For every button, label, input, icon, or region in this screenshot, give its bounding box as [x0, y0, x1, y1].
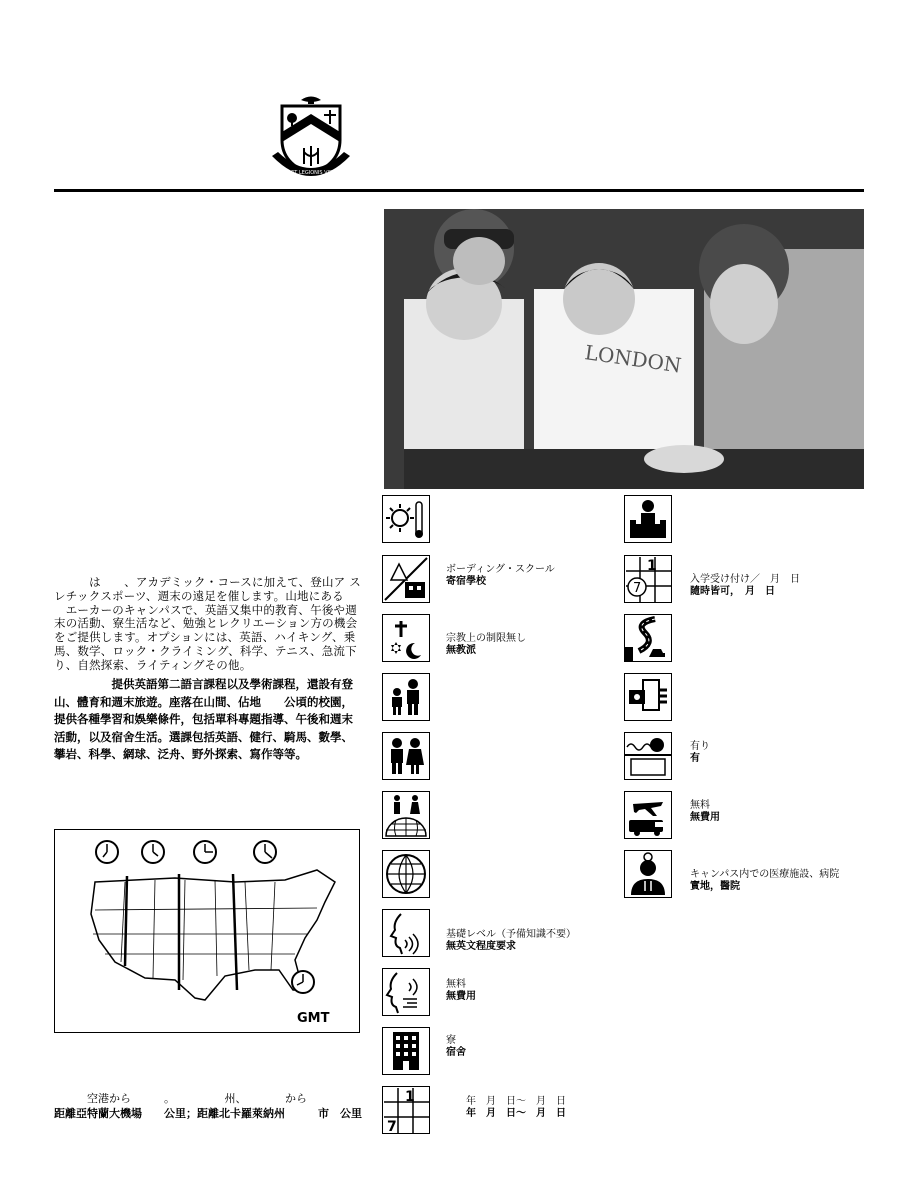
international-students-icon	[382, 791, 430, 839]
calendar-zh: 年 月 日～ 月 日	[446, 1108, 566, 1119]
crest-motto: LUX ET LEGIONIS VIRTUS	[279, 170, 343, 176]
computer-icon	[624, 673, 672, 721]
svg-text:7: 7	[633, 581, 642, 596]
gmt-label: GMT	[297, 1011, 330, 1026]
airport-pickup-zh: 無費用	[690, 812, 720, 823]
admission-zh: 隨時皆可， 月 日	[690, 586, 775, 597]
description-chinese: 提供英語第二語言課程以及學術課程，還設有登山、體育和週末旅遊。座落在山間、佔地 公頃的校園，提供各種學習和娛樂條件，包括單科專題指導、午後和週末活動，以及宿舍生活。選課包括英語、健行、騎馬、數學、攀岩、科學、網球、泛舟、野外探索、寫作等等。	[54, 677, 353, 761]
climate-icon	[382, 495, 430, 543]
svg-text:LONDON: LONDON	[583, 340, 683, 378]
esl-fee-zh: 無費用	[446, 991, 476, 1002]
religion-icon	[382, 614, 430, 662]
email-zh: 有	[690, 753, 700, 764]
admission-calendar-icon	[624, 555, 672, 603]
school-crest-logo	[268, 92, 354, 184]
english-level-icon	[382, 909, 430, 957]
medical-jp: キャンパス内での医療施設、病院	[690, 869, 840, 880]
header-rule	[54, 189, 864, 192]
enrollment-icon	[624, 495, 672, 543]
boarding-school-zh: 寄宿學校	[446, 576, 486, 587]
transportation-icon	[624, 614, 672, 662]
distance-japanese: 空港から 。 州、 から	[54, 1092, 307, 1105]
coed-icon	[382, 732, 430, 780]
students-photo	[384, 209, 864, 489]
esl-fee-jp: 無料	[446, 979, 466, 990]
boarding-school-jp: ボーディング・スクール	[446, 564, 555, 575]
distance-chinese: 距離亞特蘭大機場 公里；距離北卡羅萊納州 市 公里	[54, 1107, 362, 1120]
esl-fee-icon	[382, 968, 430, 1016]
medical-zh: 實地，醫院	[690, 881, 740, 892]
housing-icon	[382, 1027, 430, 1075]
globe-icon	[382, 850, 430, 898]
svg-text:1: 1	[647, 558, 657, 574]
boys-icon	[382, 673, 430, 721]
svg-text:1: 1	[405, 1089, 415, 1105]
medical-icon	[624, 850, 672, 898]
svg-text:7: 7	[387, 1119, 397, 1133]
religion-zh: 無教派	[446, 645, 476, 656]
english-level-zh: 無英文程度要求	[446, 941, 516, 952]
calendar-icon	[382, 1086, 430, 1134]
admission-jp: 入学受け付け／ 月 日	[690, 574, 800, 585]
airport-pickup-icon	[624, 791, 672, 839]
boarding-school-icon	[382, 555, 430, 603]
timezone-map	[54, 829, 360, 1033]
timezone-clocks	[96, 841, 276, 863]
calendar-jp: 年 月 日～ 月 日	[446, 1096, 566, 1107]
housing-zh: 宿舍	[446, 1047, 466, 1058]
email-jp: 有り	[690, 741, 710, 752]
description-japanese: は 、アカデミック・コースに加えて、登山ア スレチックスポーツ、週末の遠足を催します。山地にある エーカーのキャンパスで、英語又集中的教育、午後や週 末の活動、寮生活など、勉強とレクリエーション方の機会 をご提供します。オプションには、英語、ハイキング、乗 馬、数学、ロック・クライミング、科学、テニス、急流下 り、自然探索、ライティングその他。	[54, 575, 361, 672]
religion-jp: 宗教上の制限無し	[446, 633, 526, 644]
housing-jp: 寮	[446, 1035, 456, 1046]
airport-pickup-jp: 無料	[690, 800, 710, 811]
english-level-jp: 基礎レベル（予備知識不要）	[446, 929, 576, 940]
email-icon	[624, 732, 672, 780]
